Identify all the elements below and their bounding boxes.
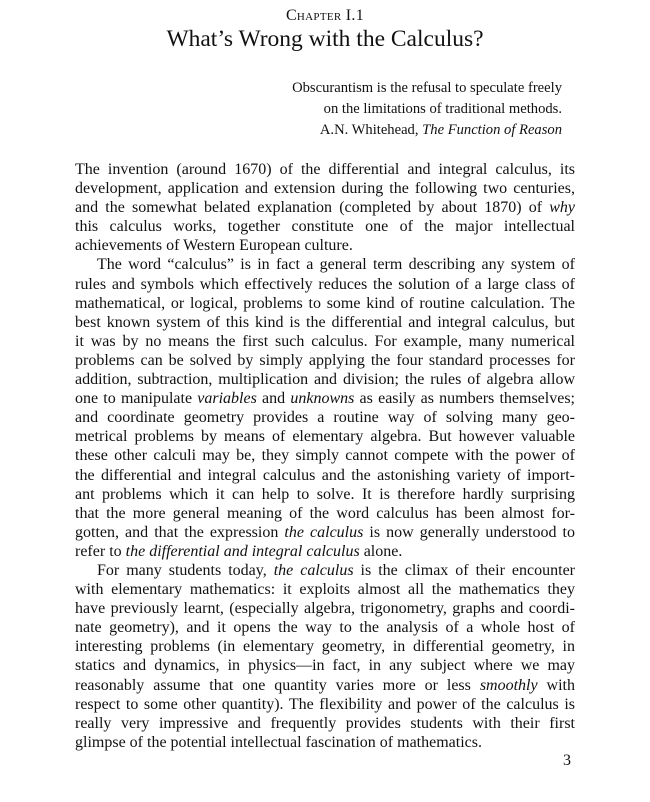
page-number: 3 (563, 752, 571, 769)
text-line (75, 255, 575, 274)
text-segment: refer to (75, 542, 126, 560)
text-line (75, 504, 575, 523)
text-segment: have previously learnt, (especially algebra, trigonometry, graphs and coordi- (75, 600, 575, 618)
italic-text: smoothly (479, 676, 538, 694)
text-line (75, 656, 575, 675)
text-segment: with elementary mathematics: it exploits almost all the mathematics they (75, 581, 575, 599)
text-segment: that the more general meaning of the word calculus has been almost for- (75, 504, 575, 522)
text-line (75, 466, 575, 485)
text-line (75, 160, 575, 179)
text-segment: as easily as numbers themselves; (354, 390, 576, 408)
text-segment: problems can be solved by simply applying the four standard processes for (75, 351, 575, 369)
text-segment: metrical problems by means of elementary algebra. But however valuable (75, 428, 575, 446)
text-line (75, 294, 575, 313)
text-line (75, 198, 575, 217)
text-segment: addition, subtraction, multiplication and division; the rules of algebra allow (75, 371, 575, 389)
text-segment: respect to some other quantity). The flexibility and power of the calculus is (75, 695, 575, 713)
text-segment: these other calculi may be, they simply cannot compete with the power of (75, 447, 575, 465)
epigraph-work-title: The Function of Reason (422, 122, 562, 138)
text-segment: best known system of this kind is the differential and integral calculus, but (75, 313, 575, 331)
text-line (75, 370, 575, 389)
text-segment: and coordinate geometry provides a routine way of solving many geo- (75, 409, 575, 427)
text-line (75, 313, 575, 332)
epigraph-attribution (242, 120, 562, 141)
text-segment: The word “calculus” is in fact a general term describing any system of (97, 256, 575, 274)
text-line (75, 618, 575, 637)
text-line (75, 695, 575, 714)
text-line (75, 523, 575, 542)
italic-text: why (549, 199, 575, 217)
text-line (75, 733, 575, 752)
text-line (75, 542, 575, 561)
text-line (75, 427, 575, 446)
paragraph (75, 561, 575, 752)
italic-text: variables (197, 390, 257, 408)
text-segment: is the climax of their encounter (353, 561, 575, 579)
epigraph-author: A.N. Whitehead, (319, 122, 423, 138)
text-line (75, 332, 575, 351)
text-segment: achievements of Western European culture. (75, 237, 353, 255)
paragraph (75, 160, 575, 255)
text-segment: statics and dynamics, in physics—in fact, in any subject where we may (75, 657, 575, 675)
text-line (75, 485, 575, 504)
text-segment: ant problems which it can help to solve. It is therefore hardly surprising (75, 485, 575, 503)
text-line (75, 446, 575, 465)
text-line (75, 561, 575, 580)
text-line (75, 580, 575, 599)
text-segment: mathematical, or logical, problems to some kind of routine calculation. The (75, 294, 575, 312)
text-segment: The invention (around 1670) of the differential and integral calculus, its (75, 161, 575, 178)
text-line (75, 217, 575, 236)
text-segment: gotten, and that the expression (75, 523, 285, 541)
body-text (75, 160, 575, 752)
text-segment: reasonably assume that one quantity varies more or less (75, 676, 480, 694)
text-line (75, 389, 575, 408)
epigraph-quote-line: Obscurantism is the refusal to speculate freely (292, 80, 562, 96)
text-segment: development, application and extension during the following two centuries, (75, 180, 575, 198)
text-line (75, 676, 575, 695)
italic-text: unknowns (290, 390, 355, 408)
text-segment: interesting problems (in elementary geometry, in differential geometry, in (75, 638, 575, 656)
text-line (75, 599, 575, 618)
chapter-label: Chapter I.1 (285, 7, 365, 24)
text-line (75, 714, 575, 733)
text-segment: is now generally understood to (363, 523, 576, 541)
text-segment: the differential and integral calculus and the astonishing variety of import- (75, 466, 575, 484)
epigraph-quote-line: on the limitations of traditional methods. (323, 100, 562, 117)
text-segment: really very impressive and frequently provides students with their first (75, 714, 575, 732)
text-segment: one to manipulate (75, 390, 198, 408)
text-line (75, 236, 575, 255)
italic-text: the calculus (273, 561, 354, 579)
chapter-title: What’s Wrong with the Calculus? (166, 26, 484, 52)
text-segment: and the somewhat belated explanation (completed by about 1870) of (75, 199, 550, 217)
text-segment: alone. (359, 542, 403, 560)
text-segment: with (537, 676, 575, 694)
text-segment: it was by no means the first such calculus. For example, many numerical (75, 332, 575, 350)
italic-text: the calculus (284, 523, 364, 541)
epigraph (242, 78, 562, 141)
italic-text: the differential and integral calculus (125, 542, 360, 560)
text-segment: glimpse of the potential intellectual fascination of mathematics. (75, 733, 482, 751)
text-segment: nate geometry), and it opens the way to the analysis of a whole host of (75, 619, 575, 637)
text-segment: For many students today, (97, 561, 274, 579)
text-segment: and (256, 390, 291, 408)
text-line (75, 351, 575, 370)
text-segment: rules and symbols which effectively reduces the solution of a large class of (75, 275, 575, 293)
text-segment: this calculus works, together constitute one of the major intellectual (75, 218, 575, 236)
paragraph (75, 255, 575, 561)
text-line (75, 179, 575, 198)
text-line (75, 275, 575, 294)
text-line (75, 408, 575, 427)
text-line (75, 637, 575, 656)
